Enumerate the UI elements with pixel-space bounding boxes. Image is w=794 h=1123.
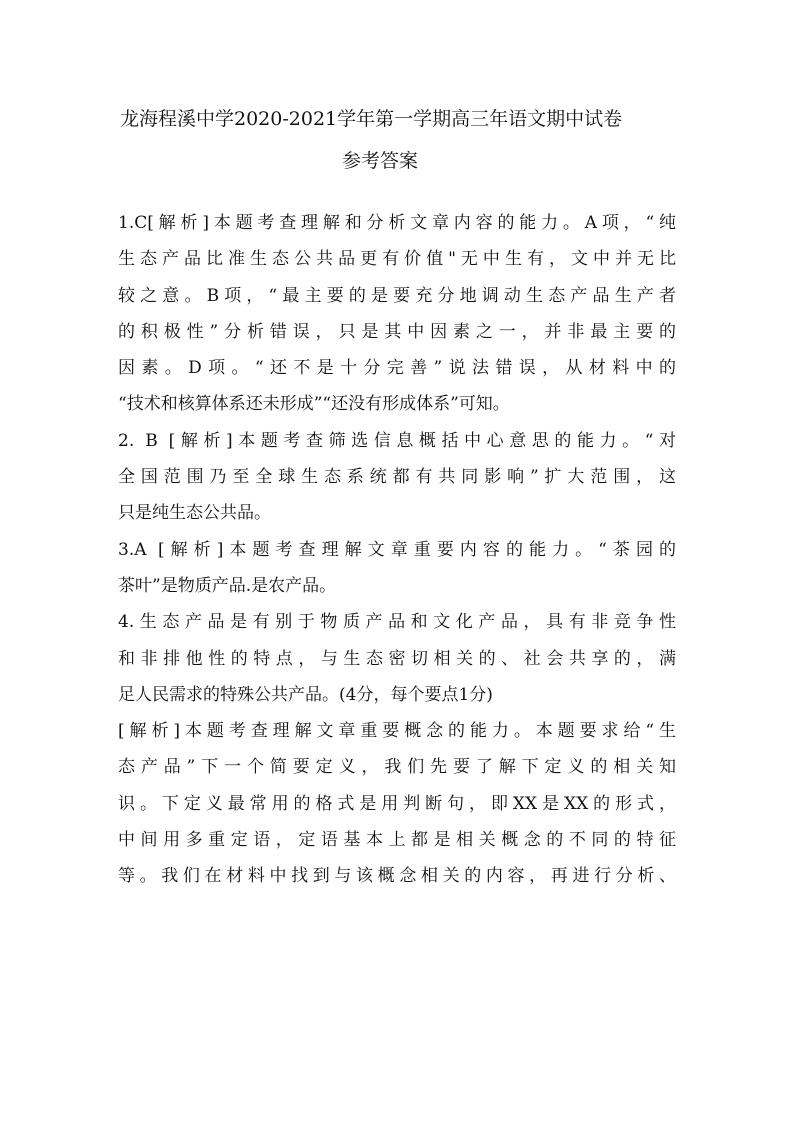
body-line: 较之意。B项，“最主要的是要充分地调动生态产品生产者: [118, 285, 676, 306]
body-line: 和非排他性的特点，与生态密切相关的、社会共享的，满: [118, 648, 676, 669]
body-line: 茶叶”是物质产品.是农产品。: [118, 575, 337, 596]
body-line: 3.A [解析]本题考查理解文章重要内容的能力。“茶园的: [118, 539, 676, 560]
body-line: 1.C[解析]本题考查理解和分析文章内容的能力。A项，“纯: [118, 213, 676, 233]
body-line: [解析]本题考查理解文章重要概念的能力。本题要求给“生: [118, 721, 676, 742]
body-line: 识。下定义最常用的格式是用判断句，即XX是XX的形式，: [118, 793, 676, 814]
body-line: 中间用多重定语，定语基本上都是相关概念的不同的特征: [118, 830, 676, 851]
body-line: 4.生态产品是有别于物质产品和文化产品，具有非竞争性: [118, 612, 676, 633]
body-line: 等。我们在材料中找到与该概念相关的内容，再进行分析、: [118, 866, 676, 887]
answer-body: [118, 205, 676, 895]
page-subtitle: 参考答案: [342, 150, 419, 172]
body-line: 2. B [解析]本题考查筛选信息概括中心意思的能力。“对: [118, 430, 676, 451]
body-line: 态产品”下一个简要定义，我们先要了解下定义的相关知: [118, 757, 676, 778]
body-line: 只是纯生态公共品。: [118, 503, 271, 524]
body-line: 因素。D项。“还不是十分完善”说法错误，从材料中的: [118, 358, 676, 379]
body-line: 生态产品比准生态公共品更有价值"无中生有，文中并无比: [118, 249, 676, 270]
page-title: 龙海程溪中学2020-2021学年第一学期高三年语文期中试卷: [120, 108, 623, 130]
body-line: 全国范围乃至全球生态系统都有共同影响”扩大范围，这: [118, 467, 676, 488]
body-line: 的积极性”分析错误，只是其中因素之一，并非最主要的: [118, 321, 676, 342]
body-line: 足人民需求的特殊公共产品。(4分，每个要点1分): [118, 684, 493, 705]
body-line: “技术和核算体系还未形成”“还没有形成体系”可知。: [118, 394, 510, 415]
